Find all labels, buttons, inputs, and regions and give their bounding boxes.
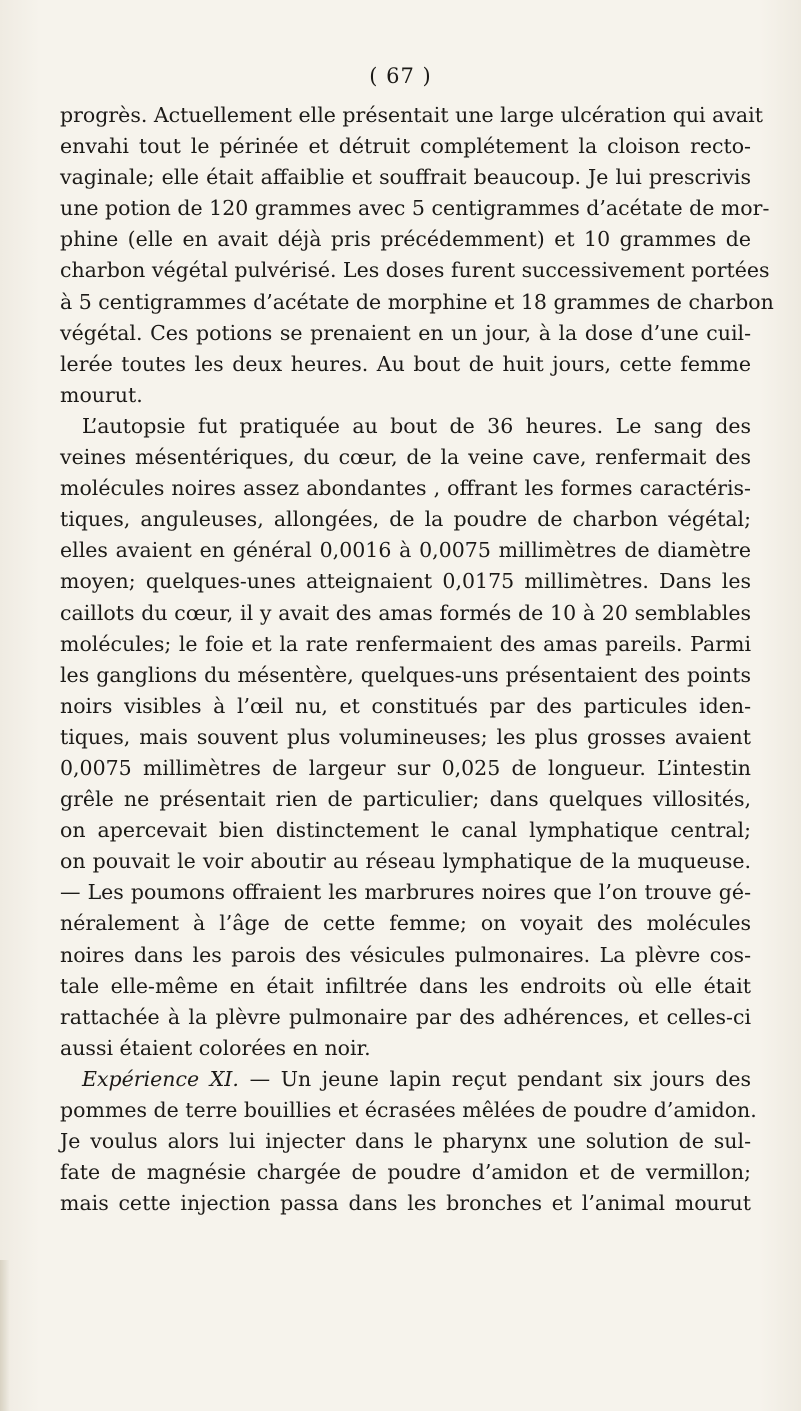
text-line: elles avaient en général 0,0016 à 0,0075 millimètres de diamètre (60, 538, 751, 563)
text-line: mourut. (60, 382, 143, 407)
text-line: tale elle-même en était infiltrée dans les endroits où elle était (60, 973, 751, 998)
text-line: une potion de 120 grammes avec 5 centigrammes d’acétate de mor- (60, 196, 770, 221)
experience-label: Expérience XI. (82, 1066, 239, 1091)
text-line: phine (elle en avait déjà pris précédemment) et 10 grammes de (60, 227, 751, 252)
experience-heading-line (60, 1064, 751, 1095)
text-line: envahi tout le périnée et détruit complétement la cloison recto- (60, 134, 751, 159)
text-line: végétal. Ces potions se prenaient en un jour, à la dose d’une cuil- (60, 320, 751, 345)
text-line: aussi étaient colorées en noir. (60, 1035, 371, 1060)
text-line: progrès. Actuellement elle présentait une large ulcération qui avait (60, 103, 763, 127)
text-line: tiques, anguleuses, allongées, de la poudre de charbon végétal; (60, 507, 751, 532)
text-line: L’autopsie fut pratiquée au bout de 36 heures. Le sang des (82, 413, 751, 438)
text-line: à 5 centigrammes d’acétate de morphine et 18 grammes de charbon (60, 289, 774, 314)
text-line: vaginale; elle était affaiblie et souffrait beaucoup. Je lui prescrivis (60, 165, 751, 190)
text-line: Je voulus alors lui injecter dans le pharynx une solution de sul- (60, 1129, 751, 1154)
text-line: on pouvait le voir aboutir au réseau lymphatique de la muqueuse. (60, 849, 751, 874)
text-line: rattachée à la plèvre pulmonaire par des adhérences, et celles-ci (60, 1004, 751, 1029)
text-line: charbon végétal pulvérisé. Les doses furent successivement portées (60, 258, 770, 283)
text-line: lerée toutes les deux heures. Au bout de huit jours, cette femme (60, 351, 751, 376)
text-line: mais cette injection passa dans les bronches et l’animal mourut (60, 1191, 751, 1216)
text-line: moyen; quelques-unes atteignaient 0,0175 millimètres. Dans les (60, 569, 751, 594)
body-text (60, 100, 774, 1219)
text-line: les ganglions du mésentère, quelques-uns présentaient des points (60, 662, 751, 687)
text-line: 0,0075 millimètres de largeur sur 0,025 de longueur. L’intestin (60, 755, 751, 780)
text-line: pommes de terre bouillies et écrasées mêlées de poudre d’amidon. (60, 1098, 757, 1122)
text-line: molécules noires assez abondantes , offrant les formes caractéris- (60, 476, 751, 501)
text-line: noirs visibles à l’œil nu, et constitués par des particules iden- (60, 693, 751, 718)
text-line: fate de magnésie chargée de poudre d’amidon et de vermillon; (60, 1160, 751, 1185)
text-line: caillots du cœur, il y avait des amas formés de 10 à 20 semblables (60, 600, 751, 625)
text-line: grêle ne présentait rien de particulier; dans quelques villosités, (60, 787, 751, 812)
page-edge-shadow (0, 1260, 10, 1411)
experience-first-line-text: — Un jeune lapin reçut pendant six jours des (238, 1066, 752, 1091)
text-line: noires dans les parois des vésicules pulmonaires. La plèvre cos- (60, 942, 751, 967)
text-line: veines mésentériques, du cœur, de la veine cave, renfermait des (60, 445, 751, 470)
text-line: on apercevait bien distinctement le canal lymphatique central; (60, 818, 751, 843)
text-line: tiques, mais souvent plus volumineuses; les plus grosses avaient (60, 724, 751, 749)
text-line: molécules; le foie et la rate renfermaient des amas pareils. Parmi (60, 631, 751, 656)
page-number: ( 67 ) (369, 64, 432, 88)
text-line: — Les poumons offraient les marbrures noires que l’on trouve gé- (60, 880, 751, 905)
text-line: néralement à l’âge de cette femme; on voyait des molécules (60, 911, 751, 936)
